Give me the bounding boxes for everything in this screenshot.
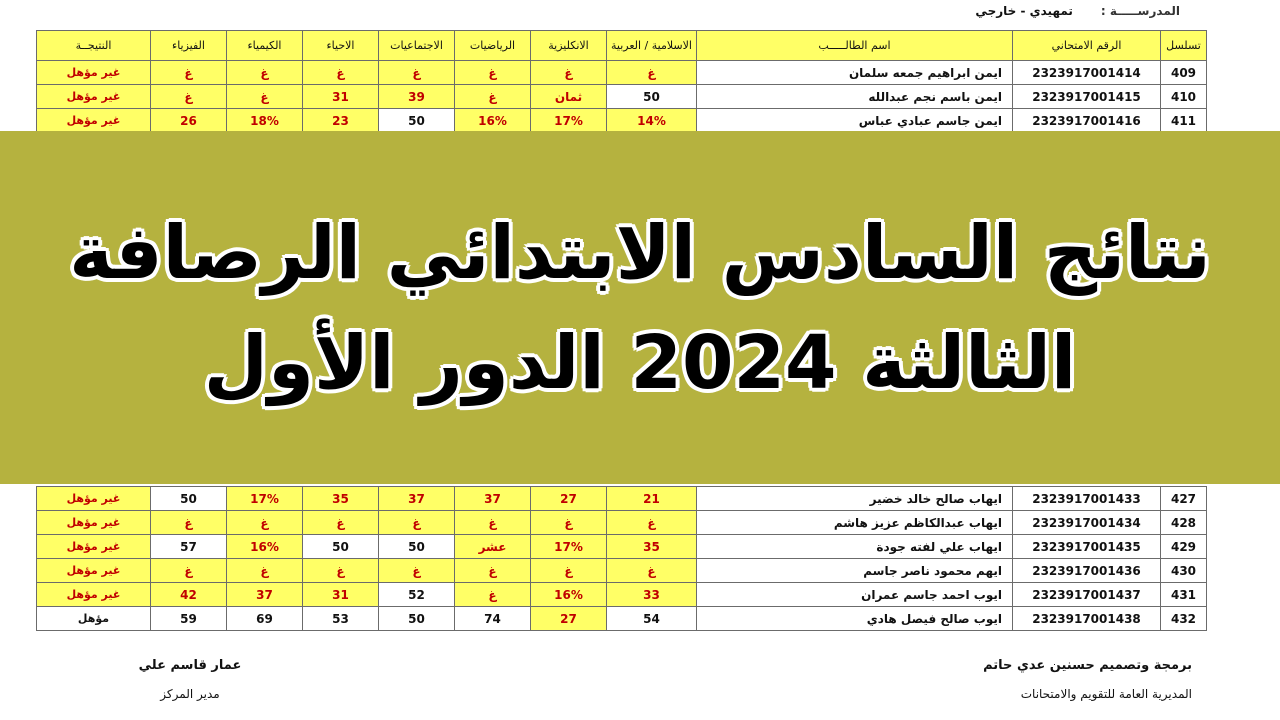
grade-cell: 50 (379, 109, 455, 133)
designer-credit: برمجة وتصميم حسنين عدي حاتم (983, 658, 1192, 673)
manager-title: مدير المركز (160, 687, 220, 701)
exam-number-cell: 2323917001435 (1013, 535, 1161, 559)
grade-cell: غ (227, 559, 303, 583)
manager-name: عمار قاسم علي (138, 658, 242, 673)
grade-cell: 50 (607, 85, 697, 109)
grade-cell: 39 (379, 85, 455, 109)
grade-cell: غ (607, 511, 697, 535)
grade-cell: غ (303, 511, 379, 535)
grade-cell: غ (455, 511, 531, 535)
grade-cell: 37 (379, 487, 455, 511)
column-header: اسم الطالـــــب (697, 31, 1013, 61)
banner-title-line-1: نتائج السادس الابتدائي الرصافة (69, 209, 1211, 296)
grade-cell: غ (303, 61, 379, 85)
grade-cell: 17% (227, 487, 303, 511)
grade-cell: ثمان (531, 85, 607, 109)
table-row (37, 85, 1207, 109)
grade-cell: 37 (455, 487, 531, 511)
grade-cell: 74 (455, 607, 531, 631)
student-name-cell: ايهاب عبدالكاظم عزيز هاشم (697, 511, 1013, 535)
grade-cell: 16% (227, 535, 303, 559)
result-cell: غير مؤهل (37, 487, 151, 511)
grade-cell: غ (531, 559, 607, 583)
grade-cell: غ (151, 511, 227, 535)
exam-number-cell: 2323917001433 (1013, 487, 1161, 511)
school-line (780, 0, 1180, 22)
column-header: الاجتماعيات (379, 31, 455, 61)
banner-title-line-2: الثالثة 2024 الدور الأول (203, 319, 1077, 406)
result-cell: غير مؤهل (37, 535, 151, 559)
grade-cell: عشر (455, 535, 531, 559)
grade-cell: غ (227, 85, 303, 109)
grade-cell: غ (379, 61, 455, 85)
serial-cell: 428 (1161, 511, 1207, 535)
grade-cell: 16% (531, 583, 607, 607)
table-row (37, 511, 1207, 535)
results-table-bottom (36, 486, 1207, 631)
exam-number-cell: 2323917001414 (1013, 61, 1161, 85)
grade-cell: 14% (607, 109, 697, 133)
serial-cell: 430 (1161, 559, 1207, 583)
grade-cell: 26 (151, 109, 227, 133)
result-cell: غير مؤهل (37, 583, 151, 607)
table-row (37, 109, 1207, 133)
result-cell: غير مؤهل (37, 559, 151, 583)
exam-number-cell: 2323917001415 (1013, 85, 1161, 109)
table-row (37, 487, 1207, 511)
student-name-cell: ايهاب علي لفته جودة (697, 535, 1013, 559)
results-table-top (36, 30, 1207, 133)
grade-cell: غ (455, 559, 531, 583)
student-name-cell: ايهم محمود ناصر جاسم (697, 559, 1013, 583)
column-header: الكيمياء (227, 31, 303, 61)
grade-cell: غ (455, 85, 531, 109)
school-label: المدرســـــة : (1100, 4, 1180, 18)
grade-cell: غ (455, 583, 531, 607)
grade-cell: 42 (151, 583, 227, 607)
result-cell: مؤهل (37, 607, 151, 631)
column-header: النتيجــة (37, 31, 151, 61)
grade-cell: 31 (303, 583, 379, 607)
column-header: الاسلامية / العربية (607, 31, 697, 61)
grade-cell: 18% (227, 109, 303, 133)
grade-cell: 31 (303, 85, 379, 109)
table-row (37, 61, 1207, 85)
grade-cell: 50 (151, 487, 227, 511)
result-cell: غير مؤهل (37, 511, 151, 535)
grade-cell: 37 (227, 583, 303, 607)
title-banner (0, 131, 1280, 484)
school-value: تمهيدي - خارجي (975, 4, 1073, 18)
serial-cell: 432 (1161, 607, 1207, 631)
exam-number-cell: 2323917001438 (1013, 607, 1161, 631)
grade-cell: 35 (303, 487, 379, 511)
grade-cell: 17% (531, 109, 607, 133)
serial-cell: 429 (1161, 535, 1207, 559)
student-name-cell: ايمن باسم نجم عبدالله (697, 85, 1013, 109)
grade-cell: غ (151, 85, 227, 109)
grade-cell: 59 (151, 607, 227, 631)
grade-cell: غ (227, 511, 303, 535)
table-row (37, 559, 1207, 583)
column-header: الانكليزية (531, 31, 607, 61)
grade-cell: 33 (607, 583, 697, 607)
grade-cell: 50 (303, 535, 379, 559)
footer-signature (120, 658, 260, 701)
serial-cell: 427 (1161, 487, 1207, 511)
grade-cell: 69 (227, 607, 303, 631)
table-row (37, 583, 1207, 607)
column-header: الرياضيات (455, 31, 531, 61)
grade-cell: 27 (531, 607, 607, 631)
serial-cell: 431 (1161, 583, 1207, 607)
grade-cell: غ (227, 61, 303, 85)
exam-number-cell: 2323917001434 (1013, 511, 1161, 535)
table-row (37, 535, 1207, 559)
grade-cell: غ (531, 61, 607, 85)
grade-cell: غ (607, 61, 697, 85)
grade-cell: 57 (151, 535, 227, 559)
grade-cell: 54 (607, 607, 697, 631)
grade-cell: 23 (303, 109, 379, 133)
column-header: الاحياء (303, 31, 379, 61)
result-cell: غير مؤهل (37, 61, 151, 85)
grade-cell: غ (455, 61, 531, 85)
serial-cell: 411 (1161, 109, 1207, 133)
column-header: الفيزياء (151, 31, 227, 61)
department-name: المديرية العامة للتقويم والامتحانات (1020, 687, 1192, 701)
grade-cell: غ (379, 559, 455, 583)
footer-credits (852, 658, 1192, 701)
grade-cell: 53 (303, 607, 379, 631)
exam-number-cell: 2323917001436 (1013, 559, 1161, 583)
grade-cell: 50 (379, 607, 455, 631)
result-cell: غير مؤهل (37, 85, 151, 109)
serial-cell: 409 (1161, 61, 1207, 85)
student-name-cell: ايوب احمد جاسم عمران (697, 583, 1013, 607)
column-header: الرقم الامتحاني (1013, 31, 1161, 61)
grade-cell: غ (607, 559, 697, 583)
student-name-cell: ايمن ابراهيم جمعه سلمان (697, 61, 1013, 85)
student-name-cell: ايهاب صالح خالد خضير (697, 487, 1013, 511)
grade-cell: غ (303, 559, 379, 583)
column-header: تسلسل (1161, 31, 1207, 61)
table-header-row (37, 31, 1207, 61)
grade-cell: 27 (531, 487, 607, 511)
exam-number-cell: 2323917001437 (1013, 583, 1161, 607)
grade-cell: 35 (607, 535, 697, 559)
table-row (37, 607, 1207, 631)
student-name-cell: ايوب صالح فيصل هادي (697, 607, 1013, 631)
grade-cell: 50 (379, 535, 455, 559)
serial-cell: 410 (1161, 85, 1207, 109)
result-cell: غير مؤهل (37, 109, 151, 133)
grade-cell: غ (151, 61, 227, 85)
grade-cell: 16% (455, 109, 531, 133)
grade-cell: غ (531, 511, 607, 535)
grade-cell: غ (379, 511, 455, 535)
grade-cell: غ (151, 559, 227, 583)
grade-cell: 52 (379, 583, 455, 607)
grade-cell: 21 (607, 487, 697, 511)
grade-cell: 17% (531, 535, 607, 559)
student-name-cell: ايمن جاسم عبادي عباس (697, 109, 1013, 133)
exam-number-cell: 2323917001416 (1013, 109, 1161, 133)
